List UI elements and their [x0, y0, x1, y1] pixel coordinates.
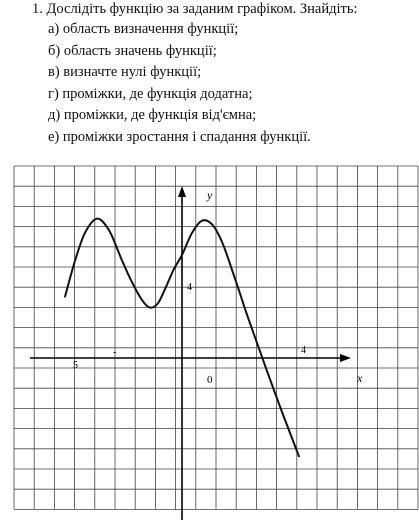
minus-mark: - [113, 347, 117, 358]
task-list [48, 19, 311, 149]
function-graph [0, 160, 419, 528]
task-item-b: б) область значень функції; [48, 42, 217, 59]
y-tick-label: 4 [187, 282, 192, 293]
origin-label: 0 [207, 374, 213, 386]
grid [14, 166, 418, 509]
task-item-f: е) проміжки зростання і спадання функції. [48, 128, 311, 145]
x-axis-arrow [340, 354, 351, 362]
y-axis-label: y [207, 188, 213, 202]
x-tick-label-positive: 4 [301, 345, 306, 356]
task-item-c: в) визначте нулі функції; [48, 64, 202, 81]
y-axis-arrow [178, 186, 186, 197]
task-title: 1. Дослідіть функцію за заданим графіком. Знайдіть: [32, 1, 358, 17]
x-tick-label-negative: 5 [73, 360, 78, 371]
task-item-a: а) область визначення функції; [48, 21, 239, 37]
task-item-e: д) проміжки, де функція від'ємна; [48, 107, 257, 124]
task-item-d: г) проміжки, де функція додатна; [48, 85, 253, 102]
x-axis-label: x [357, 371, 363, 385]
